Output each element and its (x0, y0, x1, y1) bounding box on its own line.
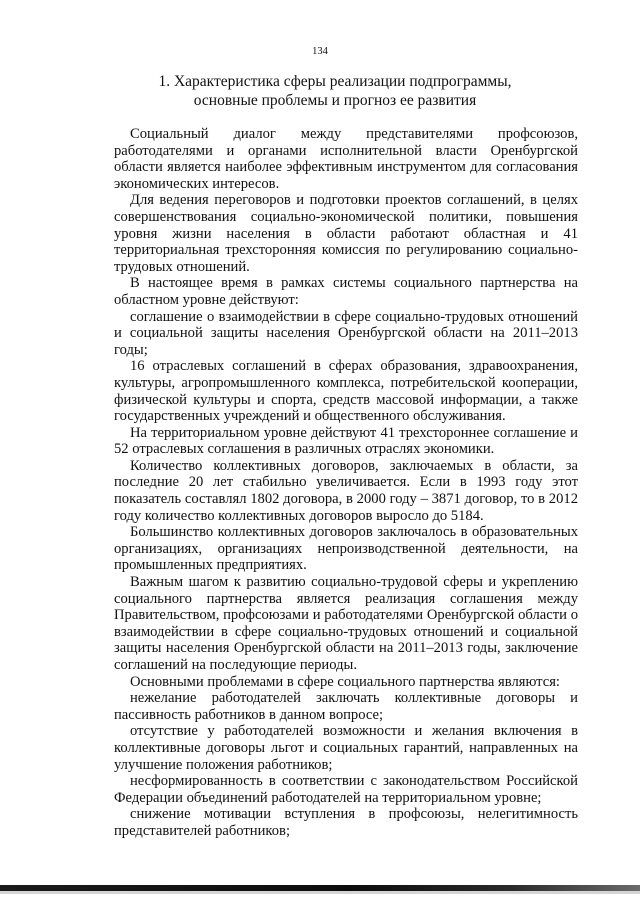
page-number: 134 (312, 46, 328, 57)
list-item-problem-employer-associations: несформированность в соответствии с законодательством Российской Федерации объединений работодателей на территориальном уровне; (114, 773, 578, 806)
paragraph-collective-agreements-count: Количество коллективных договоров, заключаемых в области, за последние 20 лет стабильно увеличивается. Если в 1993 году этот показатель составлял 1802 договора, в 2000 году – 3871 договор, то в 2012 году количество коллективных договоров выросло до 5184. (114, 457, 578, 524)
list-item-problem-benefits: отсутствие у работодателей возможности и желания включения в коллективные договоры льгот и социальных гарантий, направленных на улучшение положения работников; (114, 723, 578, 773)
section-title-line-1: 1. Характеристика сферы реализации подпрограммы, (158, 73, 512, 90)
section-title-line-2: основные проблемы и прогноз ее развития (193, 92, 477, 109)
list-item-problem-unwillingness: нежелание работодателей заключать коллективные договоры и пассивность работников в данном вопросе; (114, 690, 578, 723)
paragraph-agreements-by-organization: Большинство коллективных договоров заключалось в образовательных организациях, организациях непроизводственной деятельности, на промышленных предприятиях. (114, 524, 578, 574)
scan-edge-shadow (0, 891, 640, 894)
document-body (114, 126, 578, 840)
paragraph-territorial-level: На территориальном уровне действуют 41 трехстороннее соглашение и 52 отраслевых соглашения в различных отраслях экономики. (114, 424, 578, 458)
paragraph-social-dialogue: Социальный диалог между представителями профсоюзов, работодателями и органами исполнительной власти Оренбургской области является наиболее эффективным инструментом для согласования экономических интересов. (114, 126, 578, 192)
paragraph-commissions: Для ведения переговоров и подготовки проектов соглашений, в целях совершенствования социально-экономической политики, повышения уровня жизни населения в области работают областная и 41 территориальная трехсторонняя комиссия по регулированию социально-трудовых отношений. (114, 192, 578, 275)
paragraph-regional-level-intro: В настоящее время в рамках системы социального партнерства на областном уровне действуют: (114, 275, 578, 308)
list-item-problem-union-motivation: снижение мотивации вступления в профсоюзы, нелегитимность представителей работников; (114, 806, 578, 839)
section-title (100, 72, 570, 110)
paragraph-main-problems-intro: Основными проблемами в сфере социального партнерства являются: (130, 673, 560, 690)
paragraph-important-step: Важным шагом к развитию социально-трудовой сферы и укреплению социального партнерства является реализация соглашения между Правительством, профсоюзами и работодателями Оренбургской области о взаимодействии в сфере социально-трудовых отношений и социальной защиты населения Оренбургской области на 2011–2013 годы, заключение соглашений на последующие периоды. (114, 574, 578, 673)
list-item-cooperation-agreement: соглашение о взаимодействии в сфере социально-трудовых отношений и социальной защиты населения Оренбургской области на 2011–2013 годы; (114, 308, 578, 358)
list-item-sector-agreements: 16 отраслевых соглашений в сферах образования, здравоохранения, культуры, агропромышленного комплекса, потребительской кооперации, физической культуры и спорта, средств массовой информации, а также государственных учреждений и общественного обслуживания. (114, 358, 578, 425)
